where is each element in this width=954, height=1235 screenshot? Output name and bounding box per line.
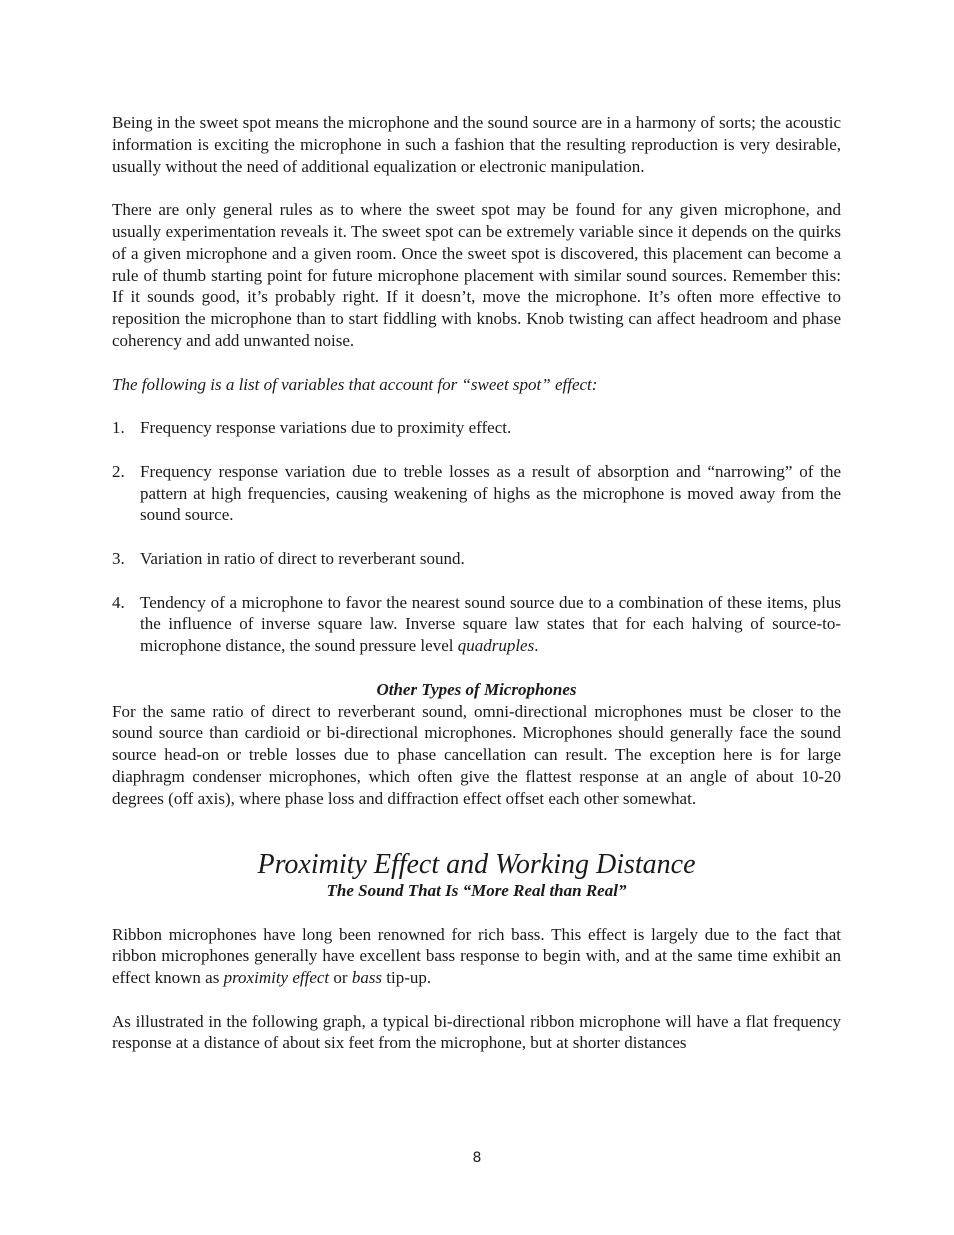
list-item xyxy=(112,417,841,439)
page-number: 8 xyxy=(472,1150,482,1166)
body-paragraph: There are only general rules as to where the sweet spot may be found for any given microphone, and usually experimentation reveals it. The sweet spot can be extremely variable since it depends on the quirks of a given microphone and a given room. Once the sweet spot is discovered, this placement can become a rule of thumb starting point for future microphone placement with similar sound sources. Remember this: If it sounds good, it’s probably right. If it doesn’t, move the microphone. It’s often more effective to reposition the microphone than to start fiddling with knobs. Knob twisting can affect headroom and phase coherency and add unwanted noise. xyxy=(112,200,841,350)
section-subheading: Other Types of Microphones xyxy=(376,679,577,699)
list-text: Frequency response variation due to treble losses as a result of absorption and “narrowing” of the pattern at high frequencies, causing weakening of highs as the microphone is moved away from the sound source. xyxy=(140,461,841,525)
list-item xyxy=(112,592,841,657)
list-text: Variation in ratio of direct to reverberant sound. xyxy=(140,548,465,568)
list-item xyxy=(112,548,841,570)
body-paragraph: For the same ratio of direct to reverberant sound, omni-directional microphones must be closer to the sound source than cardioid or bi-directional microphones. Microphones should generally face the sound source head-on or treble losses due to phase cancellation can result. The exception here is for large diaphragm condenser microphones, which often give the flattest response at an angle of about 10-20 degrees (off axis), where phase loss and diffraction effect offset each other somewhat. xyxy=(112,701,841,808)
section-title: Proximity Effect and Working Distance xyxy=(257,848,696,880)
list-number: 1. xyxy=(112,418,125,438)
emphasis: proximity effect xyxy=(223,968,330,988)
body-paragraph: Being in the sweet spot means the microphone and the sound source are in a harmony of sorts; the acoustic information is exciting the microphone in such a fashion that the resulting reproduction is very desirable, usually without the need of additional equalization or electronic manipulation. xyxy=(112,113,841,176)
list-item xyxy=(112,461,841,526)
list-text: Frequency response variations due to proximity effect. xyxy=(140,418,512,438)
text-part: Ribbon microphones have long been renowned for rich bass. This effect is largely due to the fact that ribbon microphones generally have excellent bass response to begin with, and at the same time exhibit an effect known as xyxy=(112,924,841,988)
text-part: or xyxy=(329,968,352,988)
body-paragraph: As illustrated in the following graph, a typical bi-directional ribbon microphone will have a flat frequency response at a distance of about six feet from the microphone, but at shorter distances xyxy=(112,1011,841,1053)
emphasis: quadruples xyxy=(457,636,535,656)
list-text-part: Tendency of a microphone to favor the nearest sound source due to a combination of these items, plus the influence of inverse square law. Inverse square law states that for each halving of source-to-microphone distance, the sound pressure level xyxy=(140,592,841,656)
list-text xyxy=(140,592,841,657)
list-intro: The following is a list of variables that account for “sweet spot” effect: xyxy=(112,374,598,394)
emphasis: bass xyxy=(351,968,383,988)
section-subtitle: The Sound That Is “More Real than Real” xyxy=(326,880,627,900)
list-text-part: . xyxy=(534,636,539,656)
list-number: 3. xyxy=(112,548,125,568)
page-body xyxy=(112,112,841,1054)
variables-list xyxy=(112,417,841,657)
text-part: tip-up. xyxy=(382,968,432,988)
list-number: 2. xyxy=(112,461,125,481)
body-paragraph xyxy=(112,924,841,989)
list-number: 4. xyxy=(112,592,125,612)
